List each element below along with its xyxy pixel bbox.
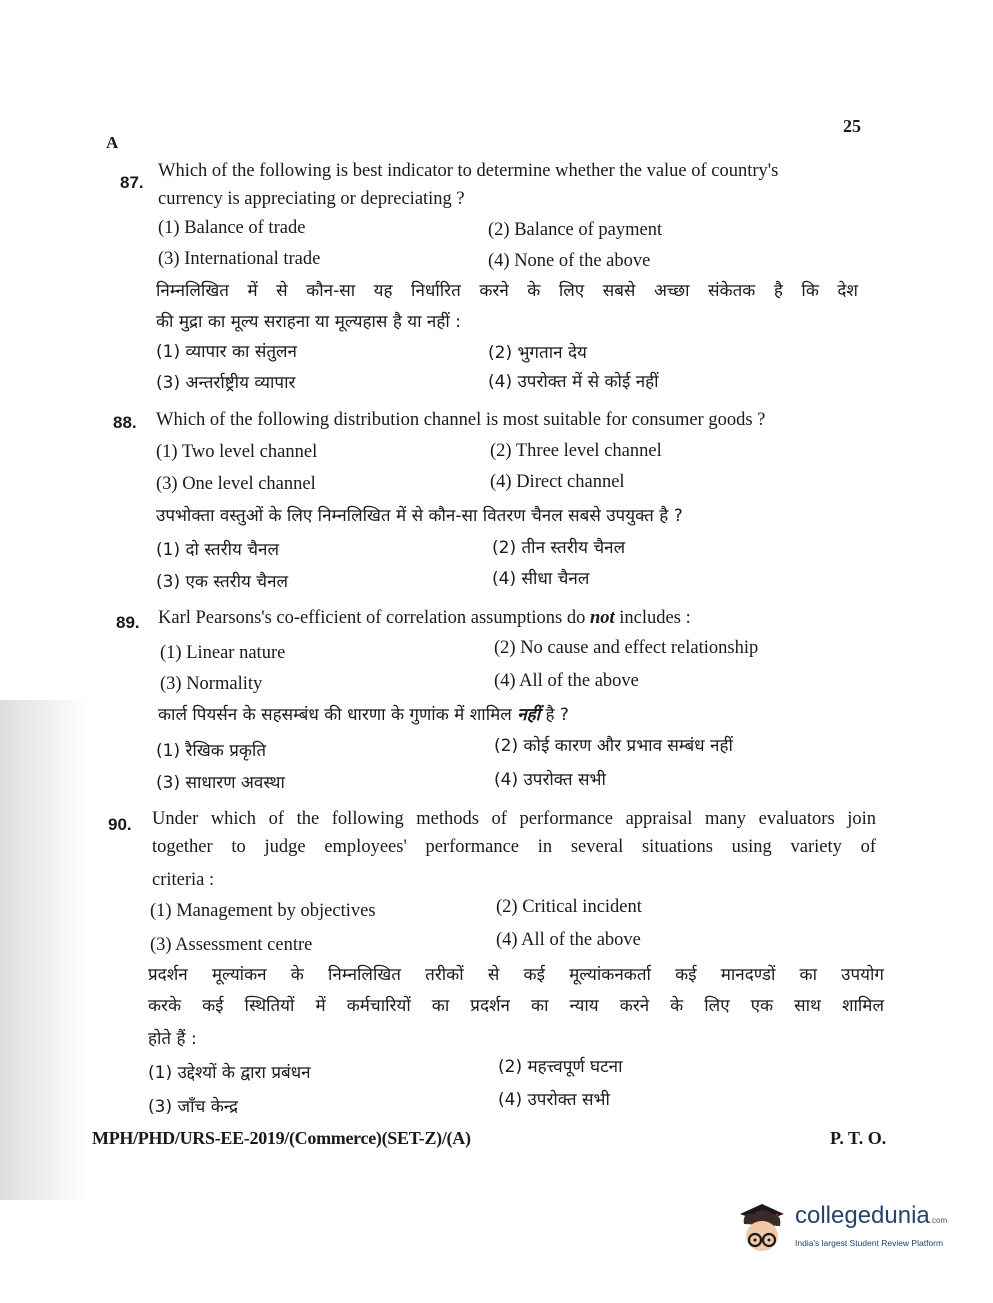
student-mascot-icon — [732, 1200, 792, 1260]
question-number: 89. — [116, 613, 140, 632]
question-text-hi: करके कई स्थितियों में कर्मचारियों का प्रदर्शन का न्याय करने के लिए एक साथ शामिल — [148, 996, 884, 1016]
option-4-hi: (4) उपरोक्त में से कोई नहीं — [488, 372, 659, 392]
option-2-en: (2) Critical incident — [496, 897, 642, 917]
question-number: 88. — [113, 413, 137, 432]
logo-name: collegedunia — [795, 1202, 930, 1229]
option-4-hi: (4) उपरोक्त सभी — [498, 1090, 610, 1110]
question-text-en: currency is appreciating or depreciating ? — [158, 189, 465, 209]
paper-code: MPH/PHD/URS-EE-2019/(Commerce)(SET-Z)/(A) — [92, 1128, 471, 1148]
question-text-hi: उपभोक्ता वस्तुओं के लिए निम्नलिखित में से कौन-सा वितरण चैनल सबसे उपयुक्त है ? — [156, 506, 683, 526]
logo-wordmark — [795, 1202, 947, 1230]
page-number: 25 — [843, 116, 861, 136]
option-3-en: (3) One level channel — [156, 474, 316, 494]
text-part: includes : — [614, 608, 691, 628]
option-3-en: (3) International trade — [158, 249, 321, 269]
option-1-en: (1) Management by objectives — [150, 901, 376, 921]
option-3-hi: (3) अन्तर्राष्ट्रीय व्यापार — [156, 373, 296, 393]
option-1-en: (1) Two level channel — [156, 442, 318, 462]
question-text-hi: होते हैं : — [148, 1029, 197, 1049]
option-2-hi: (2) भुगतान देय — [488, 343, 587, 363]
logo-tagline: India's largest Student Review Platform — [795, 1238, 944, 1248]
option-1-hi: (1) व्यापार का संतुलन — [156, 342, 297, 362]
question-text-en: Which of the following distribution channel is most suitable for consumer goods ? — [156, 410, 766, 430]
option-4-en: (4) All of the above — [494, 671, 639, 691]
logo-suffix: .com — [929, 1216, 948, 1225]
option-1-hi: (1) रैखिक प्रकृति — [156, 741, 267, 761]
text-part: है ? — [540, 705, 569, 725]
option-4-en: (4) None of the above — [488, 251, 651, 271]
text-part: कार्ल पियर्सन के सहसम्बंध की धारणा के गुणांक में शामिल — [158, 705, 518, 725]
question-number: 87. — [120, 173, 144, 192]
option-1-en: (1) Balance of trade — [158, 218, 306, 238]
emphasis-text: not — [589, 608, 615, 628]
option-3-en: (3) Normality — [160, 674, 263, 694]
option-4-en: (4) Direct channel — [490, 472, 625, 492]
question-text-hi — [158, 702, 569, 725]
question-text-en: together to judge employees' performance in several situations using variety of — [152, 837, 876, 857]
question-text-hi: प्रदर्शन मूल्यांकन के निम्नलिखित तरीकों से कई मूल्यांकनकर्ता कई मानदण्डों का उपयोग — [148, 965, 884, 985]
scan-shadow — [0, 700, 90, 1200]
question-number: 90. — [108, 815, 132, 834]
option-3-hi: (3) एक स्तरीय चैनल — [156, 572, 289, 592]
pto-label: P. T. O. — [830, 1128, 887, 1148]
option-4-en: (4) All of the above — [496, 930, 641, 950]
option-2-hi: (2) तीन स्तरीय चैनल — [492, 538, 626, 558]
question-text-en: criteria : — [152, 870, 215, 890]
option-2-en: (2) No cause and effect relationship — [494, 638, 759, 658]
text-part: Karl Pearsons's co-efficient of correlation assumptions do — [158, 608, 590, 628]
option-4-hi: (4) सीधा चैनल — [492, 569, 590, 589]
option-4-hi: (4) उपरोक्त सभी — [494, 770, 606, 790]
option-1-en: (1) Linear nature — [160, 643, 286, 663]
option-2-hi: (2) कोई कारण और प्रभाव सम्बंध नहीं — [494, 736, 733, 756]
option-2-en: (2) Three level channel — [490, 441, 662, 461]
option-2-hi: (2) महत्त्वपूर्ण घटना — [498, 1057, 623, 1077]
option-2-en: (2) Balance of payment — [488, 220, 663, 240]
question-text-en — [158, 608, 691, 629]
option-3-hi: (3) जाँच केन्द्र — [148, 1097, 239, 1117]
emphasis-text: नहीं — [517, 705, 541, 725]
option-1-hi: (1) उद्देश्यों के द्वारा प्रबंधन — [148, 1063, 311, 1083]
question-text-hi: की मुद्रा का मूल्य सराहना या मूल्यहास है या नहीं : — [156, 312, 461, 332]
option-1-hi: (1) दो स्तरीय चैनल — [156, 540, 279, 560]
question-text-en: Under which of the following methods of performance appraisal many evaluators join — [152, 809, 876, 829]
set-mark: A — [106, 133, 119, 152]
question-text-hi: निम्नलिखित में से कौन-सा यह निर्धारित करने के लिए सबसे अच्छा संकेतक है कि देश — [156, 281, 858, 301]
option-3-hi: (3) साधारण अवस्था — [156, 773, 285, 793]
collegedunia-logo — [732, 1200, 962, 1260]
option-3-en: (3) Assessment centre — [150, 935, 313, 955]
question-text-en: Which of the following is best indicator to determine whether the value of country's — [158, 161, 779, 181]
